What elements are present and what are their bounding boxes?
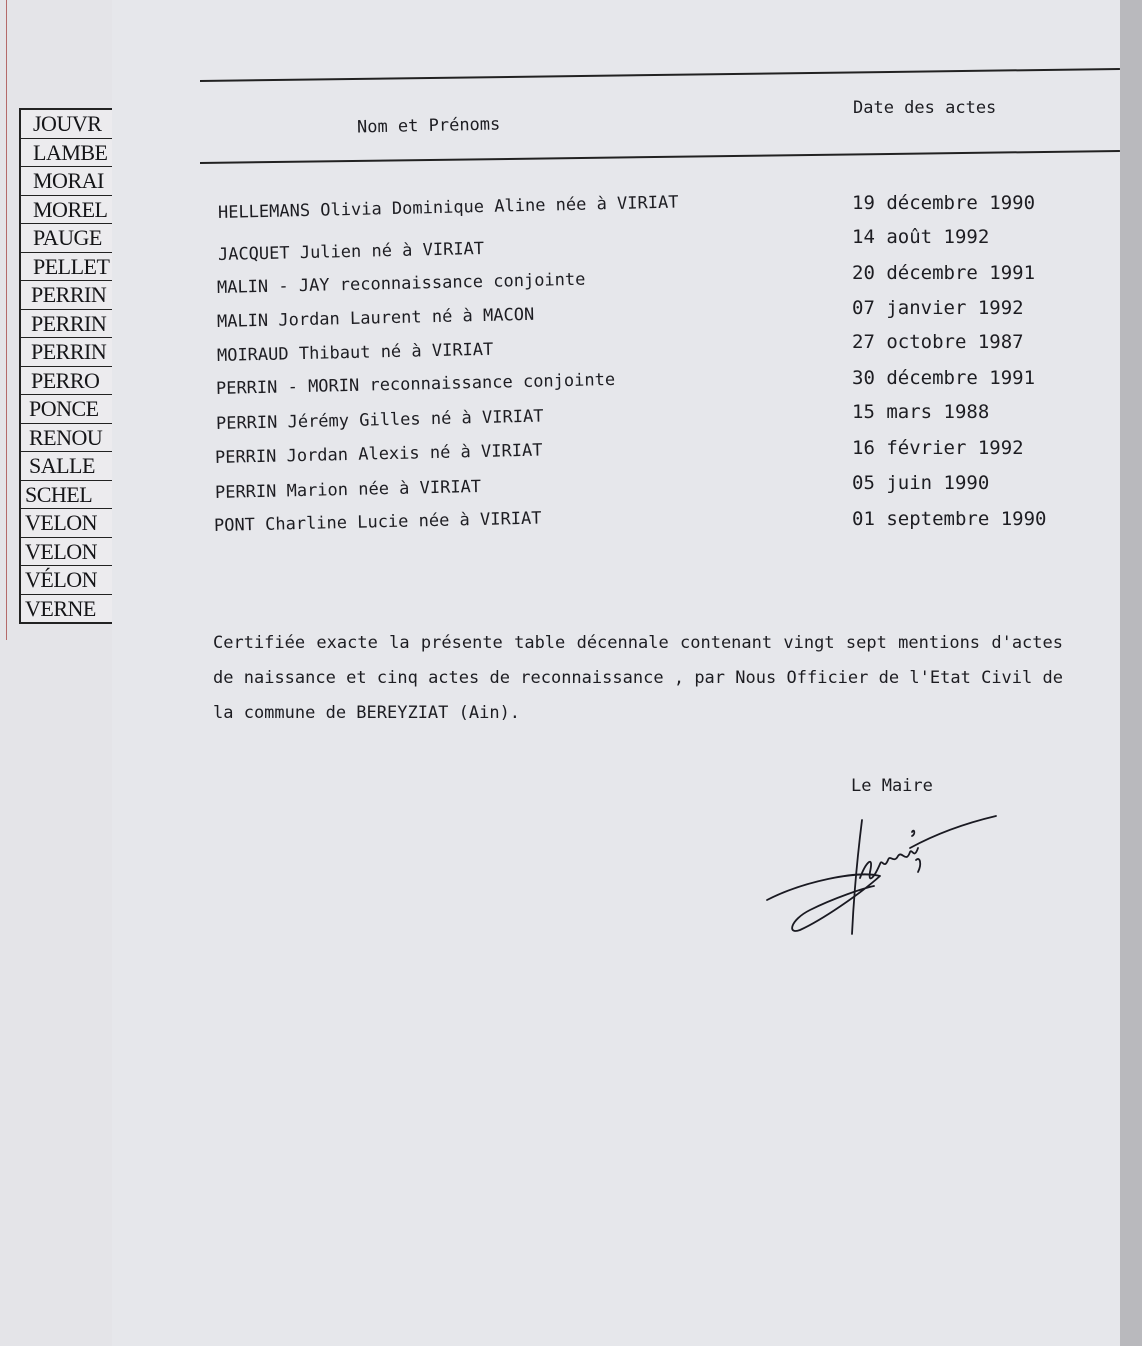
index-tab[interactable]: VERNE xyxy=(25,595,96,621)
column-header-date: Date des actes xyxy=(853,98,997,118)
record-name: MALIN Jordan Laurent né à MACON xyxy=(216,304,535,332)
record-date: 14 août 1992 xyxy=(852,226,990,248)
record-name: PERRIN Jérémy Gilles né à VIRIAT xyxy=(215,406,544,434)
certification-paragraph: Certifiée exacte la présente table décennale contenant vingt sept mentions d'actes de naissance et cinq actes de reconnaissance , par Nous Officier de l'Etat Civil de la commune de BEREYZIAT (Ain). xyxy=(213,633,1063,723)
signatory-title: Le Maire xyxy=(851,776,933,796)
record-date: 30 décembre 1991 xyxy=(852,367,1036,389)
page-edge xyxy=(1120,0,1142,1346)
index-tab[interactable]: PERRIN xyxy=(21,338,113,367)
record-date: 16 février 1992 xyxy=(852,437,1024,459)
index-tab[interactable]: SALLE xyxy=(21,452,113,481)
index-tab[interactable]: PERRO xyxy=(21,367,113,396)
record-date: 07 janvier 1992 xyxy=(852,297,1024,319)
index-tab[interactable]: MORAI xyxy=(21,167,113,196)
index-tab[interactable]: JOUVR xyxy=(21,110,113,139)
column-header-name: Nom et Prénoms xyxy=(356,114,501,138)
record-date: 20 décembre 1991 xyxy=(852,262,1036,284)
index-tab[interactable]: VÉLON xyxy=(21,566,113,595)
index-tab[interactable]: LAMBE xyxy=(21,139,113,168)
record-date: 19 décembre 1990 xyxy=(852,192,1036,214)
index-tab[interactable]: VELON xyxy=(21,538,113,567)
index-tab[interactable]: RENOU xyxy=(21,424,113,453)
record-name: PONT Charline Lucie née à VIRIAT xyxy=(213,508,542,536)
record-name: PERRIN Marion née à VIRIAT xyxy=(214,476,482,503)
record-date: 15 mars 1988 xyxy=(852,401,990,423)
index-tab[interactable]: PELLET xyxy=(21,253,113,282)
index-tab[interactable]: VELON xyxy=(21,509,113,538)
record-name: PERRIN Jordan Alexis né à VIRIAT xyxy=(214,440,543,468)
record-date: 27 octobre 1987 xyxy=(852,331,1024,353)
index-tabs xyxy=(19,108,113,624)
index-tab[interactable]: PERRIN xyxy=(21,310,113,339)
record-name: MOIRAUD Thibaut né à VIRIAT xyxy=(216,339,494,366)
index-tab[interactable]: PAUGE xyxy=(21,224,113,253)
margin-line xyxy=(6,0,7,640)
record-name: MALIN - JAY reconnaissance conjointe xyxy=(216,269,586,298)
index-tab[interactable]: SCHEL xyxy=(21,481,113,510)
index-tab[interactable]: MOREL xyxy=(21,196,113,225)
mayor-signature xyxy=(762,812,1002,942)
record-name: HELLEMANS Olivia Dominique Aline née à VIRIAT xyxy=(217,192,679,223)
record-date: 01 septembre 1990 xyxy=(852,508,1047,530)
index-tab[interactable]: PONCE xyxy=(21,395,113,424)
index-tab[interactable]: PERRIN xyxy=(21,281,113,310)
record-date: 05 juin 1990 xyxy=(852,472,990,494)
record-name: JACQUET Julien né à VIRIAT xyxy=(217,238,485,265)
record-name: PERRIN - MORIN reconnaissance conjointe xyxy=(215,369,616,399)
